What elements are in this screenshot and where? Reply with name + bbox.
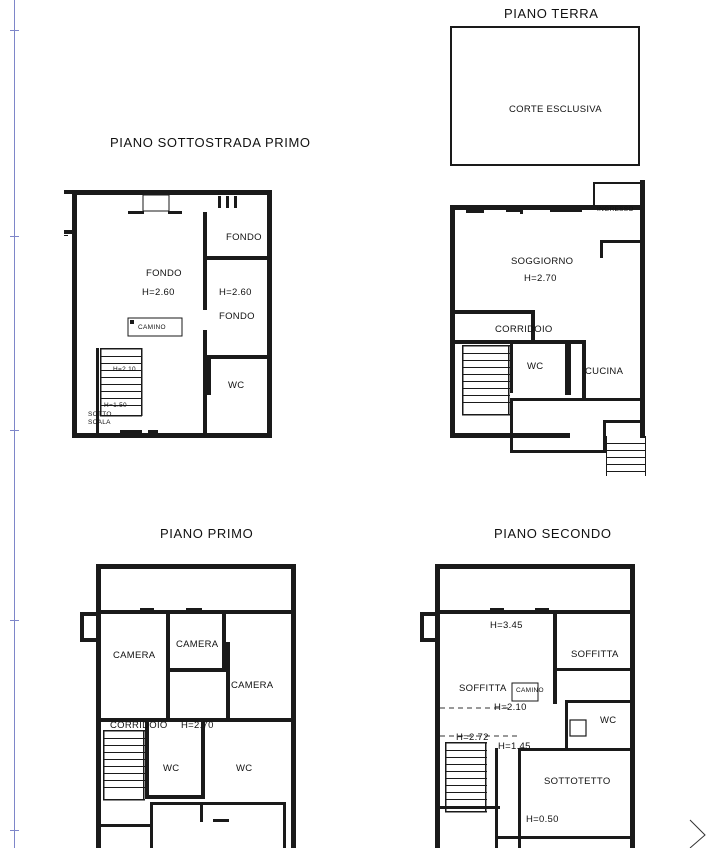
floorplan-piano-secondo <box>400 520 711 848</box>
room-label-sottotetto: SOTTOTETTO <box>544 776 611 787</box>
plan-title-piano-secondo: PIANO SECONDO <box>494 526 612 541</box>
room-label-camera-3: CAMERA <box>231 680 274 691</box>
floorplan-piano-terra <box>400 0 711 500</box>
label-h210: H=2.10 <box>113 366 136 373</box>
room-height-145: H=1.45 <box>498 741 531 752</box>
room-label-corridoio-primo: CORRIDOIO <box>110 720 168 731</box>
room-label-camera-1: CAMERA <box>113 650 156 661</box>
room-label-wc-1: WC <box>228 380 245 391</box>
room-label-fondo-3: FONDO <box>219 311 255 322</box>
room-label-wc-terra: WC <box>527 361 544 372</box>
room-label-soffitta-1: SOFFITTA <box>571 649 619 660</box>
floorplan-piano-primo-drawing <box>0 520 360 848</box>
label-scala: SCALA <box>88 419 111 426</box>
room-height-corridoio-primo: H=2.70 <box>181 720 214 731</box>
room-label-fondo-2: FONDO <box>226 232 262 243</box>
room-label-corte-esclusiva: CORTE ESCLUSIVA <box>509 104 602 115</box>
room-height-210: H=2.10 <box>494 702 527 713</box>
floorplan-sottostrada-primo-drawing <box>0 0 360 470</box>
room-height-272: H=2.72 <box>456 732 489 743</box>
plan-title-piano-terra: PIANO TERRA <box>504 6 599 21</box>
room-height-soggiorno: H=2.70 <box>524 273 557 284</box>
room-height-050: H=0.50 <box>526 814 559 825</box>
room-label-cucina: CUCINA <box>585 366 624 377</box>
room-label-wc-primo-1: WC <box>163 763 180 774</box>
room-label-soggiorno: SOGGIORNO <box>511 256 574 267</box>
room-label-corridoio-terra: CORRIDOIO <box>495 324 553 335</box>
room-label-ingresso: INGRESSO <box>597 206 634 213</box>
plan-title-piano-primo: PIANO PRIMO <box>160 526 254 541</box>
room-label-wc-secondo: WC <box>600 715 617 726</box>
plan-title-sottostrada-primo: PIANO SOTTOSTRADA PRIMO <box>110 135 311 150</box>
room-height-2: H=2.60 <box>219 287 252 298</box>
floorplan-piano-secondo-drawing <box>400 520 711 848</box>
room-height-345: H=3.45 <box>490 620 523 631</box>
label-camino-2: CAMINO <box>516 687 544 694</box>
room-height-1: H=2.60 <box>142 287 175 298</box>
floorplan-piano-primo <box>0 520 360 848</box>
room-label-fondo-1: FONDO <box>146 268 182 279</box>
floorplan-piano-terra-drawing <box>400 0 711 500</box>
room-label-camera-2: CAMERA <box>176 639 219 650</box>
label-camino-1: CAMINO <box>138 324 166 331</box>
label-sotto: SOTTO <box>88 411 112 418</box>
room-label-wc-primo-2: WC <box>236 763 253 774</box>
label-h150: H=1.50 <box>104 402 127 409</box>
room-label-soffitta-2: SOFFITTA <box>459 683 507 694</box>
floorplan-sottostrada-primo <box>0 0 360 470</box>
